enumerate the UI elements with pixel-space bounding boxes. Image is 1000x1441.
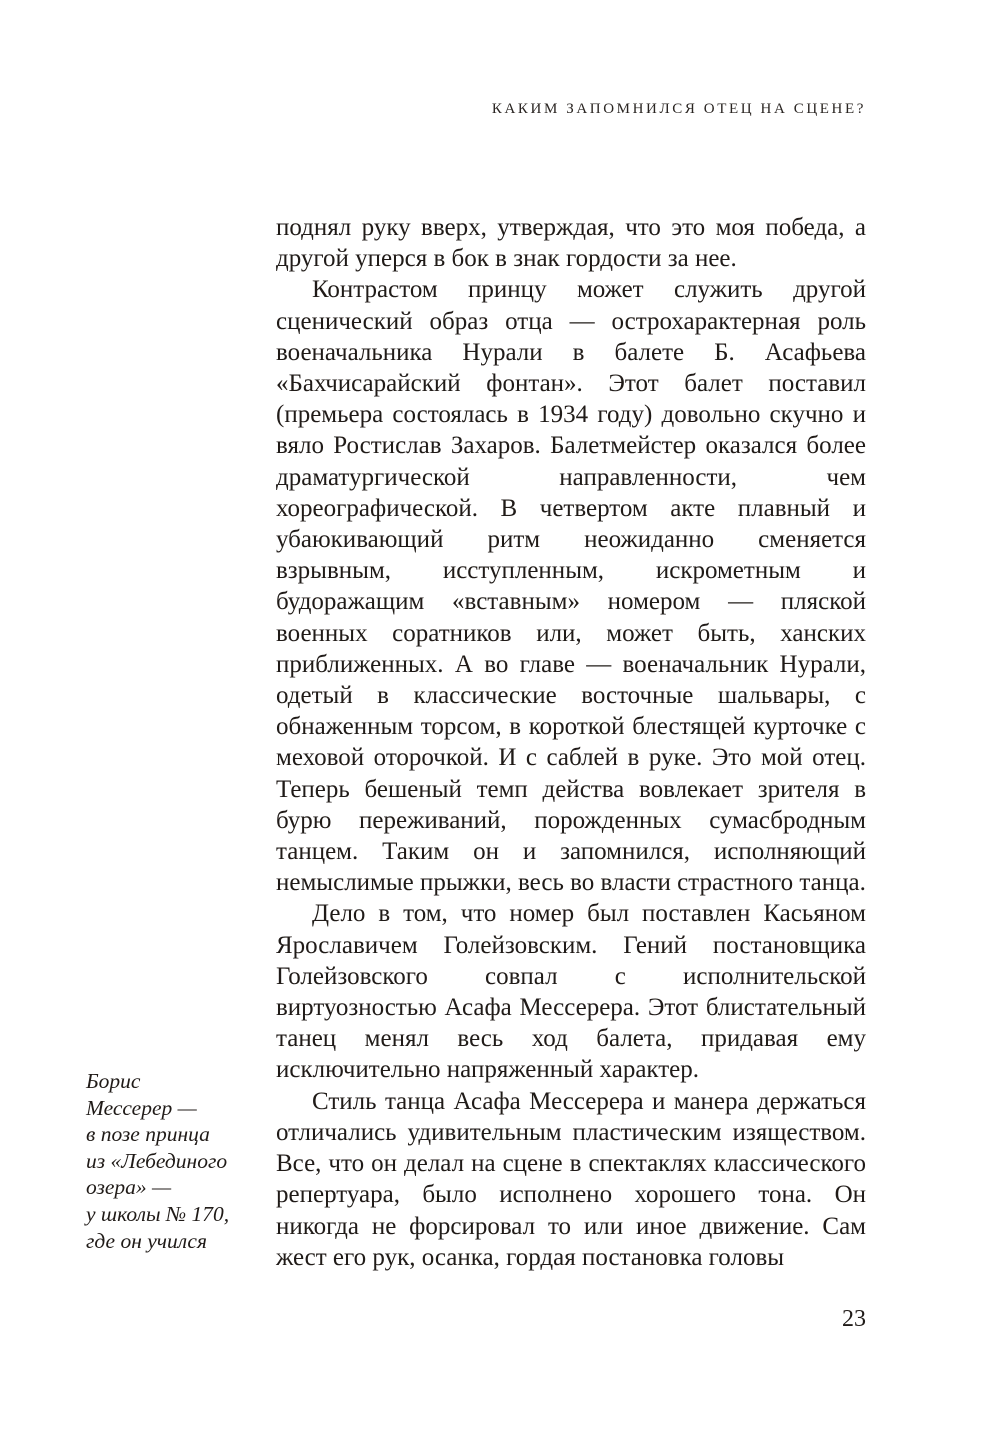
body-text (276, 212, 866, 1273)
paragraph-nurali: Контрастом принцу может служить другой сценический образ отца — острохарактерная роль военачальника Нурали в балете Б. Асафьева «Бахчисарайский фонтан». Этот балет поставил (премьера состоялась в 1934 году) довольно скучно и вяло Ростислав Захаров. Балетмейстер оказался более драматургической направленности, чем хореографической. В четвертом акте плавный и убаюкивающий ритм неожиданно сменяется взрывным, исступленным, искрометным и будоражащим «вставным» номером — пляской военных соратников или, может быть, ханских приближенных. А во главе — военачальник Нурали, одетый в классические восточные шальвары, с обнаженным торсом, в короткой блестящей курточке с меховой оторочкой. И с саблей в руке. Это мой отец. Теперь бешеный темп действа вовлекает зрителя в бурю переживаний, порожденных сумасбродным танцем. Таким он и запомнился, исполняющий немыслимые прыжки, весь во власти страстного танца. (276, 276, 866, 897)
photo-caption (86, 1068, 256, 1254)
paragraph-style: Стиль танца Асафа Мессерера и манера держаться отличались удивительным пластическим изяществом. Все, что он делал на сцене в спектаклях классического репертуара, было исполнено хорошего тона. Он никогда не форсировал то или иное движение. Сам жест его рук, осанка, гордая постановка головы (276, 1087, 866, 1271)
page-number: 23 (842, 1306, 866, 1332)
running-header: КАКИМ ЗАПОМНИЛСЯ ОТЕЦ НА СЦЕНЕ? (491, 101, 866, 117)
caption-line: Борис (86, 1069, 141, 1093)
caption-line: из «Лебединого (86, 1148, 228, 1173)
caption-line: озера» — (86, 1175, 172, 1200)
paragraph-continuation: поднял руку вверх, утверждая, что это моя победа, а другой уперся в бок в знак гордости за нее. (276, 214, 866, 273)
paragraph-goleizovsky: Дело в том, что номер был поставлен Касьяном Ярославичем Голейзовским. Гений постановщика Голейзовского совпал с исполнительской виртуозностью Асафа Мессерера. Этот блистательный танец менял весь ход балета, придавая ему исключительно напряженный характер. (276, 900, 866, 1084)
caption-line: Мессерер — (86, 1095, 197, 1120)
caption-line: в позе принца (86, 1122, 210, 1147)
caption-line: у школы № 170, (86, 1201, 230, 1226)
caption-line: где он учился (86, 1228, 207, 1253)
